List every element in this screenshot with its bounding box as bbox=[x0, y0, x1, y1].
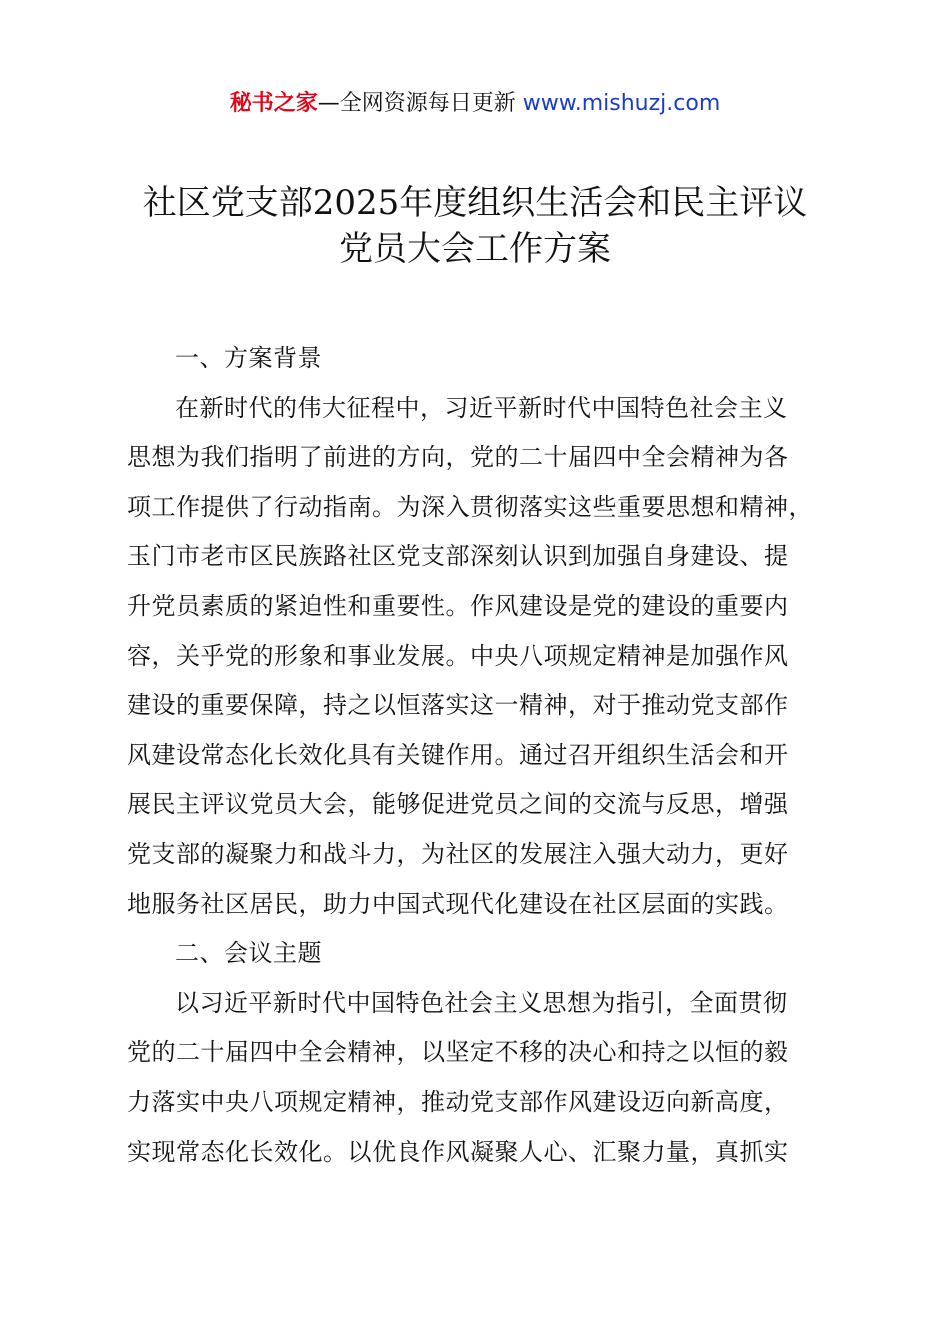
title-line-2: 党员大会工作方案 bbox=[339, 229, 611, 269]
title-line-1: 社区党支部2025年度组织生活会和民主评议 bbox=[142, 183, 808, 223]
paragraph-line: 思想为我们指明了前进的方向，党的二十届四中全会精神为各 bbox=[127, 443, 789, 472]
paragraph-theme bbox=[127, 979, 839, 1177]
paragraph-line: 党的二十届四中全会精神，以坚定不移的决心和持之以恒的毅 bbox=[127, 1038, 789, 1067]
paragraph-line: 党支部的凝聚力和战斗力，为社区的发展注入强大动力，更好 bbox=[127, 839, 789, 868]
site-banner bbox=[0, 86, 950, 122]
paragraph-line: 以习近平新时代中国特色社会主义思想为指引，全面贯彻 bbox=[175, 988, 788, 1017]
paragraph-line: 展民主评议党员大会，能够促进党员之间的交流与反思，增强 bbox=[127, 790, 789, 819]
paragraph-line: 风建设常态化长效化具有关键作用。通过召开组织生活会和开 bbox=[127, 740, 789, 769]
paragraph-line: 实现常态化长效化。以优良作风凝聚人心、汇聚力量，真抓实 bbox=[127, 1137, 789, 1166]
paragraph-line: 项工作提供了行动指南。为深入贯彻落实这些重要思想和精神， bbox=[127, 492, 813, 521]
paragraph-line: 地服务社区居民，助力中国式现代化建设在社区层面的实践。 bbox=[127, 889, 789, 918]
document-title bbox=[60, 180, 890, 272]
banner-url-link[interactable]: www.mishuzj.com bbox=[522, 91, 721, 116]
paragraph-background bbox=[127, 384, 839, 930]
paragraph-line: 在新时代的伟大征程中，习近平新时代中国特色社会主义 bbox=[175, 393, 788, 422]
banner-brand: 秘书之家 bbox=[229, 91, 318, 116]
section-heading-background: 一、方案背景 bbox=[175, 344, 322, 372]
paragraph-line: 力落实中央八项规定精神，推动党支部作风建设迈向新高度， bbox=[127, 1087, 789, 1116]
document-body bbox=[127, 334, 839, 1177]
section-heading-theme: 二、会议主题 bbox=[175, 939, 322, 968]
paragraph-line: 容，关乎党的形象和事业发展。中央八项规定精神是加强作风 bbox=[127, 641, 789, 670]
paragraph-line: 升党员素质的紧迫性和重要性。作风建设是党的建设的重要内 bbox=[127, 591, 789, 620]
paragraph-line: 建设的重要保障，持之以恒落实这一精神，对于推动党支部作 bbox=[127, 691, 789, 720]
paragraph-line: 玉门市老市区民族路社区党支部深刻认识到加强自身建设、提 bbox=[127, 542, 789, 571]
banner-slogan: —全网资源每日更新 bbox=[317, 91, 516, 116]
